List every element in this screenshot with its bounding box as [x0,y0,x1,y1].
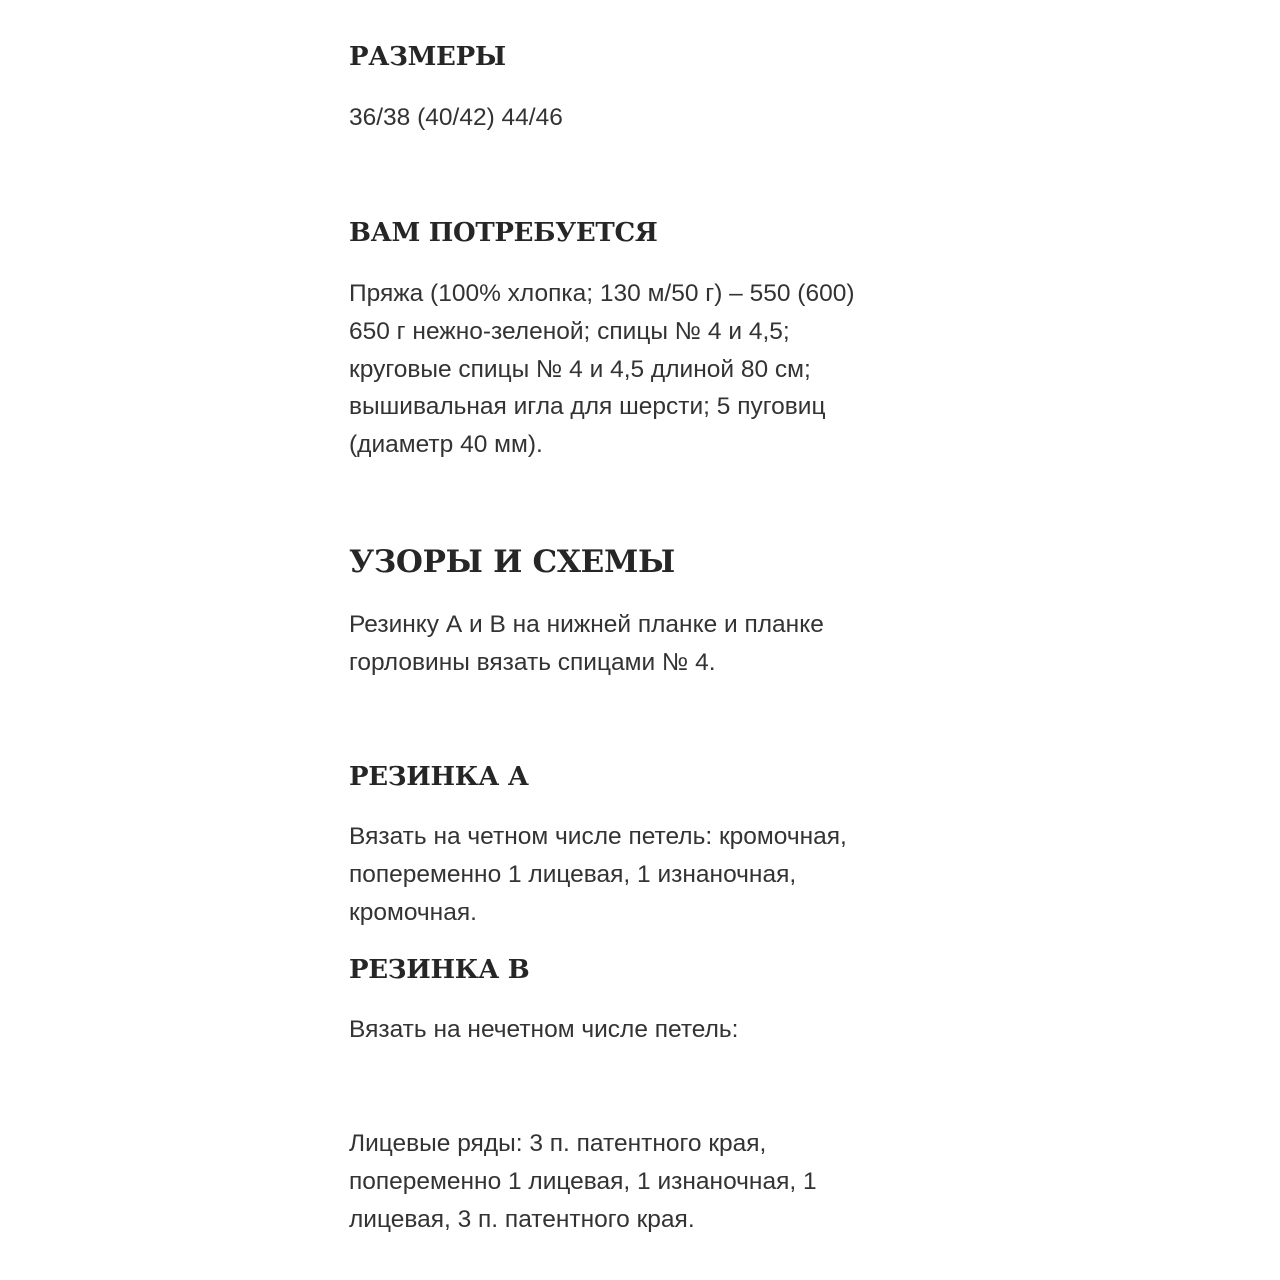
facing-rows-text [349,1125,919,1238]
text-line: горловины вязать спицами № 4. [349,648,716,676]
text-line: попеременно 1 лицевая, 1 изнаночная, 1 [349,1167,817,1195]
heading-rib-b: РЕЗИНКА В [349,955,530,985]
heading-materials: ВАМ ПОТРЕБУЕТСЯ [349,218,658,248]
text-line: кромочная. [349,898,477,926]
text-line: 36/38 (40/42) 44/46 [349,104,563,131]
text-line: лицевая, 3 п. патентного края. [349,1205,695,1233]
text-line: вышивальная игла для шерсти; 5 пуговиц [349,393,826,421]
text-line: Лицевые ряды: 3 п. патентного края, [349,1130,767,1157]
sizes-text [349,99,919,137]
text-line: Пряжа (100% хлопка; 130 м/50 г) – 550 (600) [349,280,855,307]
text-line: 650 г нежно-зеленой; спицы № 4 и 4,5; [349,317,790,345]
heading-patterns: УЗОРЫ И СХЕМЫ [349,544,675,580]
heading-sizes: РАЗМЕРЫ [349,42,506,72]
text-line: Вязать на четном числе петель: кромочная, [349,823,847,850]
rib-b-text [349,1011,919,1049]
patterns-text [349,606,919,682]
text-line: (диаметр 40 мм). [349,431,543,459]
materials-text [349,275,919,464]
heading-rib-a: РЕЗИНКА А [349,762,529,792]
text-line: попеременно 1 лицевая, 1 изнаночная, [349,860,797,888]
rib-a-text [349,818,919,931]
text-line: Вязать на нечетном числе петель: [349,1016,739,1043]
text-line: Резинку А и В на нижней планке и планке [349,611,824,638]
text-line: круговые спицы № 4 и 4,5 длиной 80 см; [349,355,811,383]
